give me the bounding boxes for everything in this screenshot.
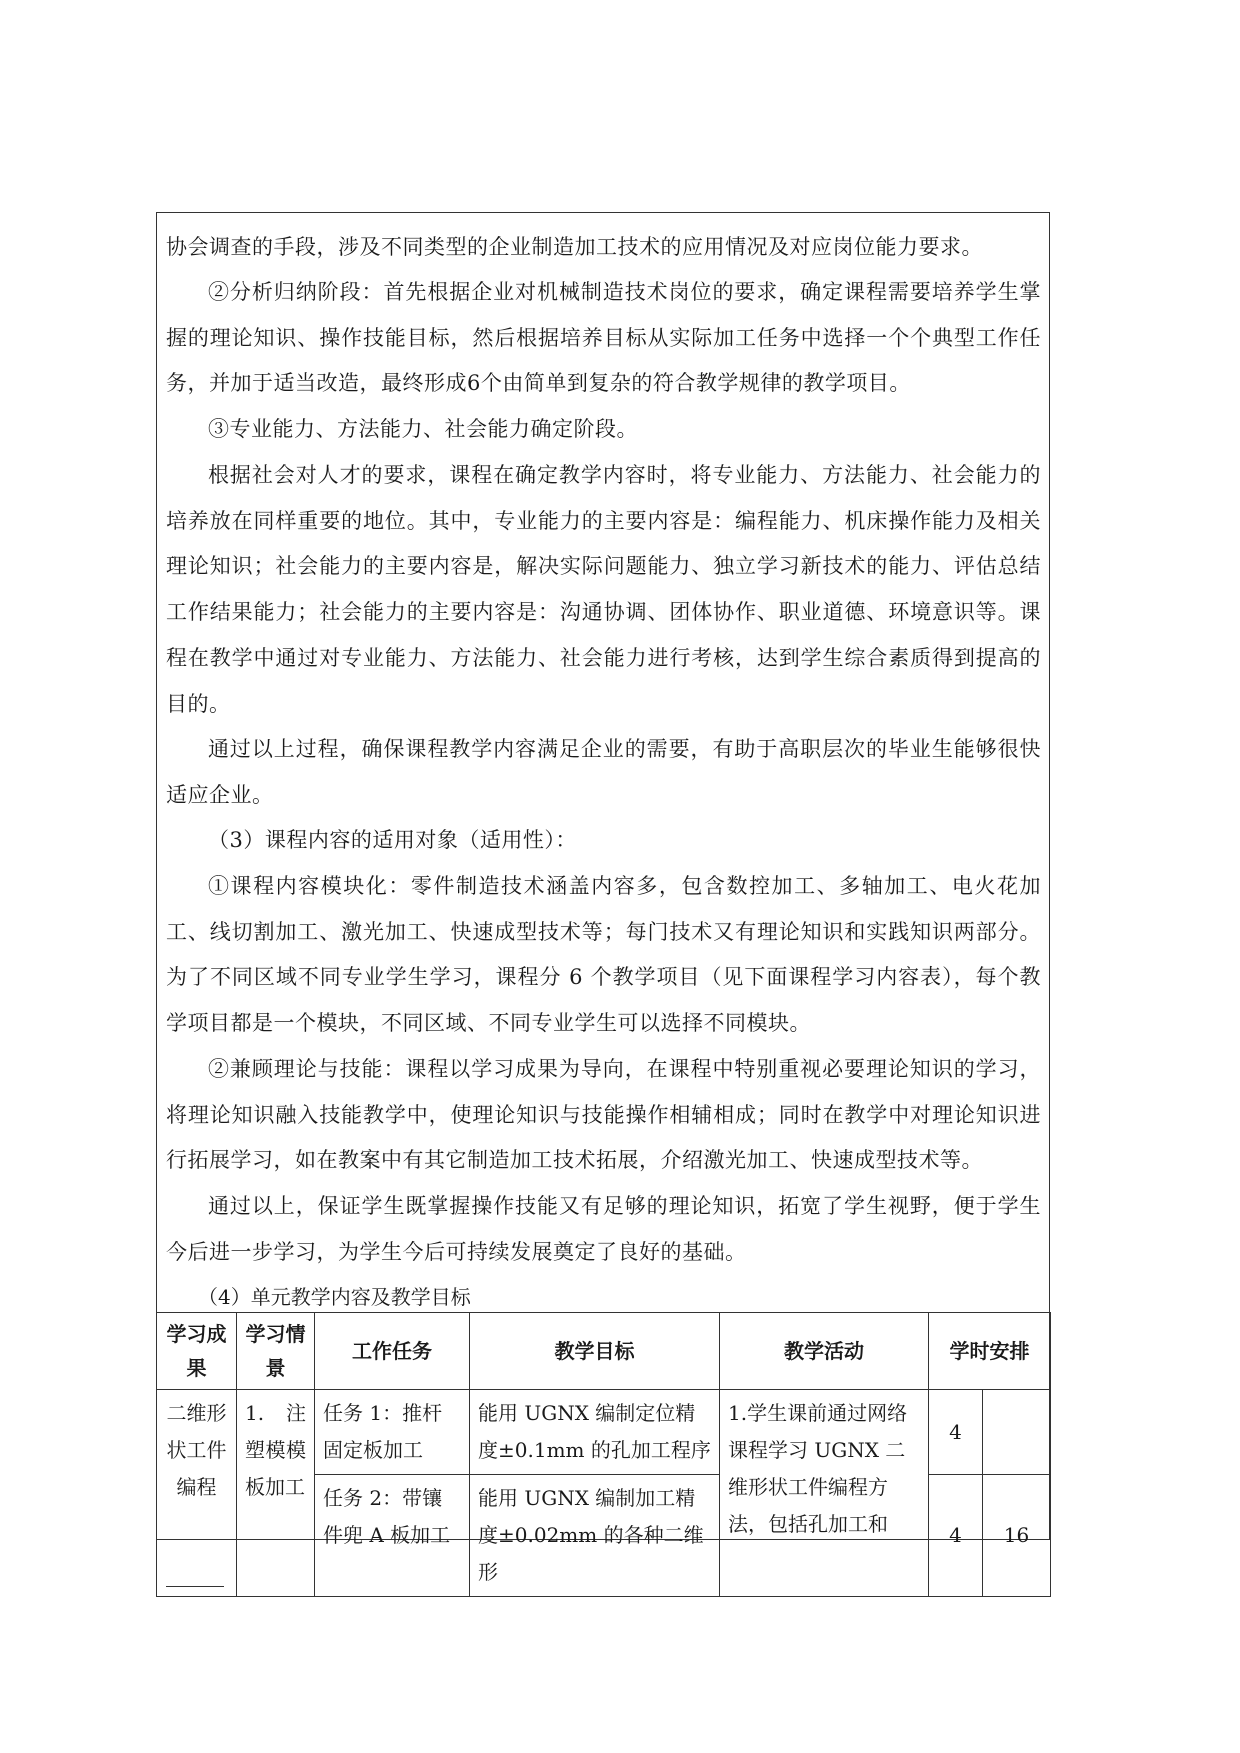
footer-rule	[166, 1586, 224, 1587]
paragraph-3: ③专业能力、方法能力、社会能力确定阶段。	[208, 417, 638, 441]
paragraph-2: ②分析归纳阶段：首先根据企业对机械制造技术岗位的要求，确定课程需要培养学生掌握的理论知识、操作技能目标，然后根据培养目标从实际加工任务中选择一个个典型工作任务，并加于适当改造，最终形成6个由简单到复杂的符合教学规律的教学项目。	[166, 280, 1041, 396]
table-header-row	[157, 1313, 1051, 1390]
paragraph-5: 通过以上过程，确保课程教学内容满足企业的需要，有助于高职层次的毕业生能够很快适应企业。	[166, 737, 1041, 807]
header-hours: 学时安排	[929, 1313, 1051, 1390]
header-task: 工作任务	[315, 1313, 470, 1390]
cell-goal: 能用 UGNX 编制加工精度±0.02mm 的各种二维形	[470, 1475, 720, 1597]
header-outcome: 学习成果	[157, 1313, 237, 1390]
paragraph-4: 根据社会对人才的要求，课程在确定教学内容时，将专业能力、方法能力、社会能力的培养放在同样重要的地位。其中，专业能力的主要内容是：编程能力、机床操作能力及相关理论知识；社会能力的主要内容是，解决实际问题能力、独立学习新技术的能力、评估总结工作结果能力；社会能力的主要内容是：沟通协调、团体协作、职业道德、环境意识等。课程在教学中通过对专业能力、方法能力、社会能力进行考核，达到学生综合素质得到提高的目的。	[166, 463, 1041, 716]
header-scenario: 学习情景	[237, 1313, 315, 1390]
header-activity: 教学活动	[720, 1313, 929, 1390]
paragraph-1: 协会调查的手段，涉及不同类型的企业制造加工技术的应用情况及对应岗位能力要求。	[166, 235, 983, 259]
cell-outcome: 二维形状工件编程	[157, 1390, 237, 1597]
table-caption: （4）单元教学内容及教学目标	[198, 1285, 471, 1309]
header-goal: 教学目标	[470, 1313, 720, 1390]
cell-task: 任务 2：带镶件兜 A 板加工	[315, 1475, 470, 1597]
paragraph-7: ②兼顾理论与技能：课程以学习成果为导向，在课程中特别重视必要理论知识的学习，将理论知识融入技能教学中，使理论知识与技能操作相辅相成；同时在教学中对理论知识进行拓展学习，如在教案中有其它制造加工技术拓展，介绍激光加工、快速成型技术等。	[166, 1057, 1041, 1173]
table-row	[157, 1390, 1051, 1475]
section-heading-3: （3）课程内容的适用对象（适用性）：	[208, 828, 577, 852]
cell-task: 任务 1：推杆固定板加工	[315, 1390, 470, 1475]
cell-total	[983, 1390, 1051, 1475]
cell-total: 16	[983, 1475, 1051, 1597]
paragraph-6: ①课程内容模块化：零件制造技术涵盖内容多，包含数控加工、多轴加工、电火花加工、线切割加工、激光加工、快速成型技术等；每门技术又有理论知识和实践知识两部分。为了不同区域不同专业学生学习，课程分 6 个教学项目（见下面课程学习内容表），每个教学项目都是一个模块，不同区域、不同专业学生可以选择不同模块。	[166, 874, 1041, 1036]
cell-hours: 4	[929, 1475, 983, 1597]
cell-goal: 能用 UGNX 编制定位精度±0.1mm 的孔加工程序	[470, 1390, 720, 1475]
unit-content-table	[156, 1312, 1051, 1597]
paragraph-8: 通过以上，保证学生既掌握操作技能又有足够的理论知识，拓宽了学生视野，便于学生今后进一步学习，为学生今后可持续发展奠定了良好的基础。	[166, 1194, 1041, 1264]
cell-hours: 4	[929, 1390, 983, 1475]
cell-scenario: 1. 注塑模模板加工	[237, 1390, 315, 1597]
cell-activity: 1.学生课前通过网络课程学习 UGNX 二维形状工件编程方法，包括孔加工和	[720, 1390, 929, 1597]
